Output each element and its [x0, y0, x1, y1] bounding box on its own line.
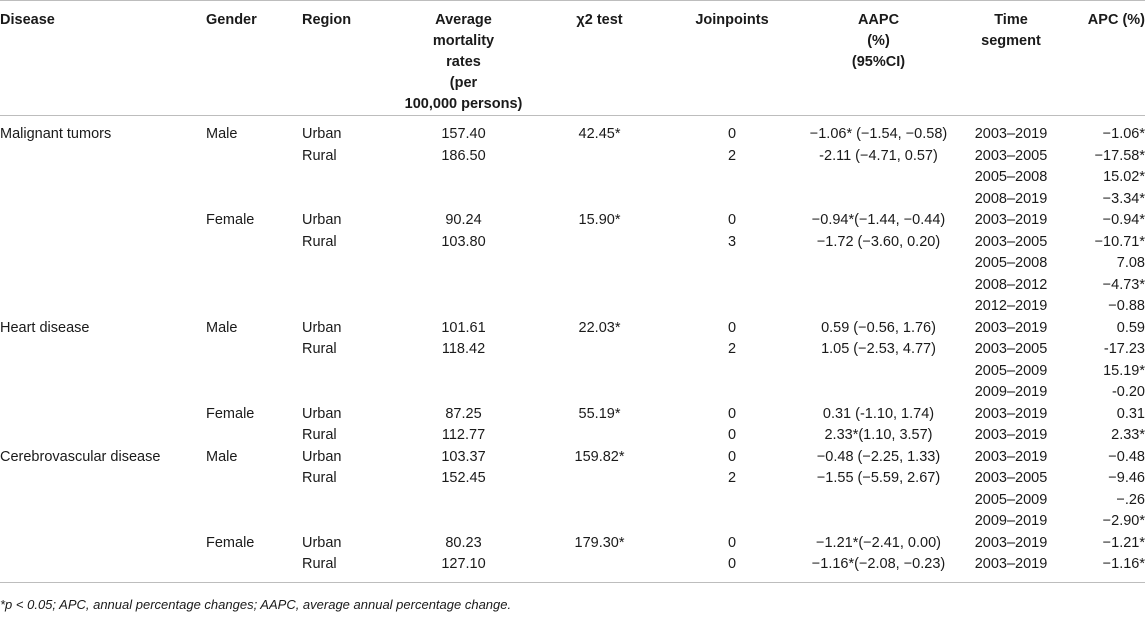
- cell-region: Urban: [302, 448, 342, 465]
- cell-segment: 2003–2019: [974, 534, 1048, 551]
- cell-apc: −.26: [1116, 491, 1145, 508]
- table-row: [0, 116, 1145, 146]
- table-row: [0, 361, 1145, 383]
- cell-apc: 7.08: [1116, 255, 1145, 271]
- cell-apc: 15.02*: [1103, 169, 1145, 185]
- cell-segment: 2003–2005: [974, 470, 1048, 486]
- cell-segment: 2005–2008: [974, 169, 1048, 185]
- cell-disease: [0, 404, 206, 426]
- cell-segment: 2003–2005: [974, 147, 1048, 164]
- table-row: [0, 167, 1145, 189]
- cell-mortality: 87.25: [445, 405, 482, 422]
- cell-mortality: 103.37: [441, 448, 486, 465]
- cell-disease: [0, 425, 206, 447]
- cell-joinpoints: 0: [727, 212, 737, 228]
- table-row: [0, 210, 1145, 232]
- cell-mortality: 152.45: [441, 470, 486, 486]
- cell-apc: −4.73*: [1102, 276, 1145, 293]
- cell-joinpoints: [662, 275, 802, 297]
- cell-chi2: [537, 339, 662, 361]
- table-row: [0, 339, 1145, 361]
- cell-segment: 2003–2019: [974, 448, 1048, 465]
- cell-mortality: [390, 361, 537, 383]
- cell-gender: [206, 554, 302, 582]
- cell-mortality: [390, 490, 537, 512]
- cell-aapc: −1.55 (−5.59, 2.67): [816, 470, 941, 486]
- table-row: [0, 232, 1145, 254]
- cell-apc: 0.59: [1116, 319, 1145, 336]
- cell-aapc: −1.06* (−1.54, −0.58): [809, 126, 948, 142]
- cell-gender: [206, 425, 302, 447]
- cell-aapc: 2.33*(1.10, 3.57): [824, 427, 933, 443]
- header-time-segment: Time segment: [955, 1, 1067, 116]
- cell-region: [302, 382, 390, 404]
- cell-segment: 2009–2019: [974, 384, 1048, 400]
- cell-segment: 2009–2019: [974, 513, 1048, 529]
- cell-joinpoints: 2: [727, 147, 737, 164]
- cell-gender: [206, 339, 302, 361]
- cell-chi2: [537, 511, 662, 533]
- header-joinpoints: Joinpoints: [662, 1, 802, 116]
- cell-mortality: [390, 253, 537, 275]
- cell-segment: 2003–2019: [955, 554, 1067, 582]
- cell-region: [302, 296, 390, 318]
- cell-gender: [206, 146, 302, 168]
- cell-apc: −10.71*: [1094, 233, 1145, 250]
- cell-segment: 2003–2019: [974, 212, 1048, 228]
- cell-mortality: 157.40: [441, 126, 486, 142]
- cell-joinpoints: 2: [727, 470, 737, 486]
- cell-chi2: [537, 232, 662, 254]
- cell-gender: [206, 490, 302, 512]
- cell-apc: −1.16*: [1067, 554, 1145, 582]
- cell-aapc: [802, 167, 955, 189]
- cell-mortality: [390, 382, 537, 404]
- cell-joinpoints: 0: [727, 427, 737, 443]
- cell-region: [302, 253, 390, 275]
- cell-disease: [0, 511, 206, 533]
- cell-chi2: [537, 189, 662, 211]
- cell-chi2: 55.19*: [578, 405, 621, 422]
- cell-gender: [206, 468, 302, 490]
- cell-apc: -17.23: [1103, 341, 1145, 357]
- cell-segment: 2003–2019: [974, 427, 1048, 443]
- cell-disease: [0, 382, 206, 404]
- cell-chi2: [537, 275, 662, 297]
- cell-region: Rural: [302, 470, 337, 486]
- cell-mortality: [390, 275, 537, 297]
- cell-region: Rural: [302, 341, 337, 357]
- cell-aapc: [802, 253, 955, 275]
- table-row: [0, 253, 1145, 275]
- table-footnote: *p < 0.05; APC, annual percentage changes; AAPC, average annual percentage change.: [0, 597, 512, 612]
- table-row: [0, 275, 1145, 297]
- cell-chi2: [537, 296, 662, 318]
- cell-apc: 15.19*: [1103, 362, 1145, 379]
- cell-joinpoints: 0: [727, 534, 737, 551]
- cell-aapc: [802, 490, 955, 512]
- header-gender: Gender: [206, 1, 302, 116]
- table-row: [0, 146, 1145, 168]
- cell-disease: Cerebrovascular disease: [0, 448, 161, 465]
- cell-gender: [206, 167, 302, 189]
- cell-aapc: −0.94*(−1.44, −0.44): [811, 212, 946, 228]
- cell-disease: [0, 189, 206, 211]
- cell-disease: [0, 533, 206, 555]
- table-row: [0, 490, 1145, 512]
- table-row: [0, 447, 1145, 469]
- cell-mortality: [390, 167, 537, 189]
- cell-chi2: [537, 425, 662, 447]
- cell-disease: [0, 275, 206, 297]
- cell-region: [302, 189, 390, 211]
- cell-chi2: [537, 361, 662, 383]
- cell-aapc: [802, 189, 955, 211]
- cell-mortality: 118.42: [441, 341, 486, 357]
- cell-disease: [0, 490, 206, 512]
- header-region: Region: [302, 1, 390, 116]
- cell-mortality: 112.77: [441, 427, 486, 443]
- table-row: [0, 533, 1145, 555]
- cell-disease: [0, 361, 206, 383]
- table-row: [0, 296, 1145, 318]
- cell-aapc: [802, 361, 955, 383]
- cell-chi2: 159.82*: [574, 448, 625, 465]
- cell-segment: 2003–2019: [974, 319, 1048, 336]
- cell-aapc: [802, 275, 955, 297]
- cell-joinpoints: [662, 382, 802, 404]
- cell-disease: [0, 146, 206, 168]
- cell-joinpoints: [662, 189, 802, 211]
- cell-joinpoints: 0: [727, 448, 737, 465]
- cell-disease: [0, 468, 206, 490]
- cell-joinpoints: 2: [727, 341, 737, 357]
- header-average-mortality: Average mortality rates (per 100,000 persons): [390, 1, 537, 116]
- cell-mortality: 90.24: [445, 212, 482, 228]
- cell-joinpoints: [662, 253, 802, 275]
- cell-segment: 2005–2009: [974, 362, 1048, 379]
- cell-joinpoints: 0: [662, 554, 802, 582]
- cell-apc: −1.06*: [1102, 126, 1145, 142]
- cell-mortality: 80.23: [445, 534, 482, 551]
- cell-mortality: 101.61: [441, 319, 486, 336]
- cell-apc: −17.58*: [1094, 147, 1145, 164]
- cell-aapc: −1.72 (−3.60, 0.20): [816, 233, 941, 250]
- cell-mortality: 103.80: [441, 233, 486, 250]
- cell-disease: Heart disease: [0, 319, 90, 336]
- cell-aapc: 1.05 (−2.53, 4.77): [821, 341, 936, 357]
- cell-gender: Female: [206, 405, 255, 422]
- cell-joinpoints: [662, 361, 802, 383]
- cell-segment: 2003–2005: [974, 341, 1048, 357]
- cell-disease: [0, 253, 206, 275]
- cell-chi2: 42.45*: [578, 126, 621, 142]
- cell-region: Urban: [302, 126, 342, 142]
- cell-disease: [0, 339, 206, 361]
- cell-region: Urban: [302, 319, 342, 336]
- cell-disease: [0, 296, 206, 318]
- cell-gender: [206, 382, 302, 404]
- cell-segment: 2003–2019: [974, 126, 1048, 142]
- cell-mortality: [390, 511, 537, 533]
- header-apc: APC (%): [1067, 1, 1145, 116]
- cell-region: [302, 511, 390, 533]
- cell-mortality: 186.50: [441, 147, 486, 164]
- cell-region: Urban: [302, 212, 342, 228]
- cell-joinpoints: 0: [727, 319, 737, 336]
- cell-segment: 2012–2019: [974, 298, 1048, 314]
- header-disease: Disease: [0, 1, 206, 116]
- cell-region: Rural: [302, 233, 337, 250]
- cell-gender: [206, 275, 302, 297]
- table-row: [0, 318, 1145, 340]
- cell-chi2: [537, 382, 662, 404]
- cell-chi2: 15.90*: [578, 212, 621, 228]
- cell-mortality: 127.10: [390, 554, 537, 582]
- cell-gender: Male: [206, 126, 238, 142]
- cell-apc: −3.34*: [1102, 190, 1145, 207]
- cell-apc: -0.20: [1111, 384, 1145, 400]
- cell-apc: 0.31: [1116, 405, 1145, 422]
- cell-joinpoints: [662, 511, 802, 533]
- cell-apc: −2.90*: [1102, 513, 1145, 529]
- cell-disease: [0, 232, 206, 254]
- cell-region: Urban: [302, 534, 342, 551]
- cell-region: Rural: [302, 554, 390, 582]
- cell-gender: Female: [206, 534, 255, 551]
- cell-region: Rural: [302, 427, 337, 443]
- cell-gender: Male: [206, 448, 238, 465]
- cell-joinpoints: 0: [727, 405, 737, 422]
- cell-chi2: [537, 554, 662, 582]
- cell-gender: Male: [206, 319, 238, 336]
- cell-aapc: −1.21*(−2.41, 0.00): [816, 534, 941, 551]
- cell-disease: [0, 210, 206, 232]
- cell-joinpoints: [662, 167, 802, 189]
- table-body: [0, 116, 1145, 583]
- table-row: [0, 554, 1145, 582]
- cell-apc: −9.46: [1108, 470, 1145, 486]
- cell-chi2: [537, 146, 662, 168]
- table-row: [0, 425, 1145, 447]
- cell-disease: [0, 167, 206, 189]
- cell-region: [302, 490, 390, 512]
- cell-joinpoints: 0: [727, 126, 737, 142]
- cell-segment: 2003–2019: [974, 405, 1048, 422]
- cell-disease: Malignant tumors: [0, 126, 112, 142]
- cell-chi2: 179.30*: [574, 534, 625, 551]
- cell-segment: 2003–2005: [974, 233, 1048, 250]
- cell-chi2: [537, 490, 662, 512]
- cell-apc: 2.33*: [1111, 427, 1145, 443]
- header-aapc: AAPC (%) (95%CI): [802, 1, 955, 116]
- table-row: [0, 189, 1145, 211]
- cell-gender: [206, 189, 302, 211]
- header-row: [0, 1, 1145, 116]
- cell-disease: [0, 554, 206, 582]
- cell-aapc: -2.11 (−4.71, 0.57): [819, 147, 938, 164]
- cell-region: [302, 275, 390, 297]
- cell-chi2: 22.03*: [578, 319, 621, 336]
- cell-aapc: 0.59 (−0.56, 1.76): [821, 319, 936, 336]
- cell-chi2: [537, 468, 662, 490]
- cell-joinpoints: 3: [727, 233, 737, 250]
- cell-aapc: 0.31 (-1.10, 1.74): [822, 405, 935, 422]
- cell-apc: −0.94*: [1102, 212, 1145, 228]
- cell-gender: Female: [206, 212, 255, 228]
- cell-gender: [206, 296, 302, 318]
- table-row: [0, 382, 1145, 404]
- cell-region: [302, 361, 390, 383]
- cell-joinpoints: [662, 490, 802, 512]
- cell-gender: [206, 361, 302, 383]
- cell-aapc: [802, 382, 955, 404]
- cell-segment: 2008–2012: [974, 276, 1048, 293]
- cell-gender: [206, 232, 302, 254]
- cell-region: Urban: [302, 405, 342, 422]
- cell-gender: [206, 253, 302, 275]
- cell-gender: [206, 511, 302, 533]
- cell-aapc: [802, 511, 955, 533]
- cell-mortality: [390, 189, 537, 211]
- cell-apc: −1.21*: [1102, 534, 1145, 551]
- cell-segment: 2005–2008: [974, 255, 1048, 271]
- cell-apc: −0.88: [1108, 298, 1145, 314]
- table-row: [0, 404, 1145, 426]
- cell-joinpoints: [662, 296, 802, 318]
- cell-aapc: −1.16*(−2.08, −0.23): [802, 554, 955, 582]
- cell-segment: 2005–2009: [974, 491, 1048, 508]
- table-row: [0, 468, 1145, 490]
- cell-aapc: −0.48 (−2.25, 1.33): [816, 448, 941, 465]
- table-row: [0, 511, 1145, 533]
- cell-segment: 2008–2019: [974, 190, 1048, 207]
- cell-mortality: [390, 296, 537, 318]
- cell-chi2: [537, 167, 662, 189]
- header-chi2-test: χ2 test: [537, 1, 662, 116]
- cell-aapc: [802, 296, 955, 318]
- cell-apc: −0.48: [1108, 448, 1145, 465]
- cell-chi2: [537, 253, 662, 275]
- cell-region: [302, 167, 390, 189]
- cell-region: Rural: [302, 147, 337, 164]
